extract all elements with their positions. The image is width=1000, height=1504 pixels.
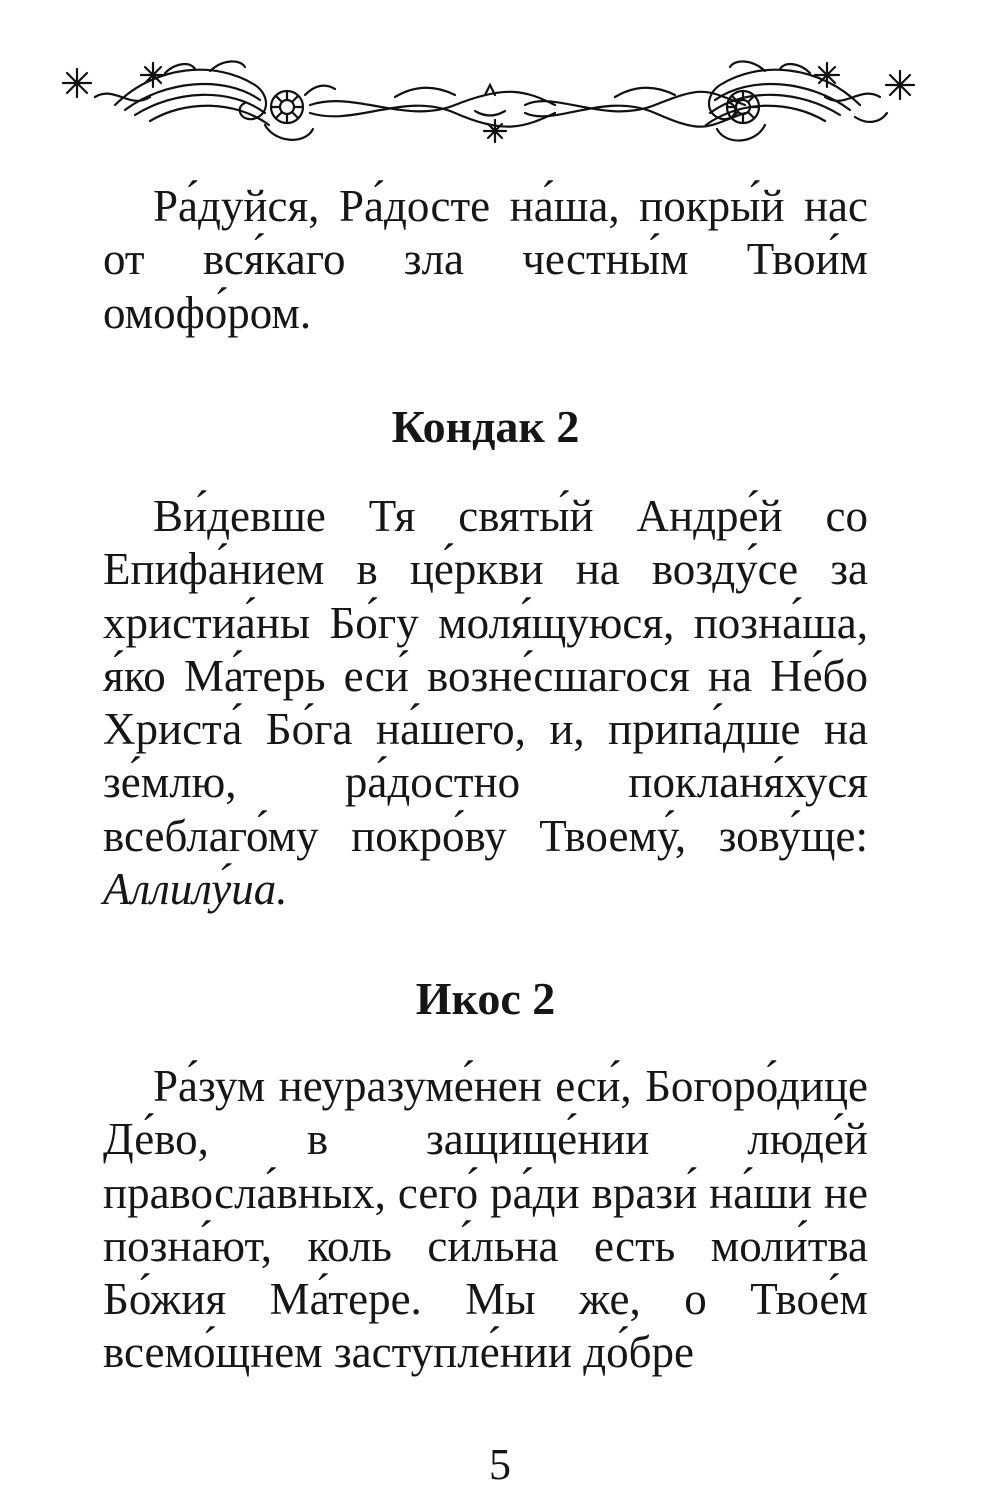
page-number: 5: [489, 1440, 511, 1489]
paragraph-kondak: [103, 490, 868, 916]
heading-kondak: Кондак 2: [391, 401, 580, 452]
paragraph-kondak-text: Ви́девше Тя святы́й Андре́й со Епифа́нием в це́ркви на возду́се за христиа́ны Бо́гу моля́щуюся, позна́ша, я́ко Ма́терь еси́ возне́сшагося на Не́бо Христа́ Бо́га на́шего, и, припа́дше на зе́млю, ра́достно покланя́хуся всеблаго́му покро́ву Твоему́, зову́ще:: [103, 491, 868, 861]
heading-ikos: Икос 2: [415, 973, 556, 1024]
paragraph-ikos: [103, 1060, 868, 1380]
floral-vine-ornament-icon: [55, 55, 920, 150]
paragraph-ikos-text: Ра́зум неуразуме́нен еси́, Богоро́дице Де́во, в защище́нии люде́й правосла́вных, сего́ ра́ди врази́ на́ши не позна́ют, коль си́льна есть моли́тва Бо́жия Ма́тере. Мы же, о Твое́м всемо́щнем заступле́нии до́бре: [103, 1061, 868, 1378]
alleluia-text: Аллилу́иа.: [103, 864, 288, 915]
paragraph-radujsya: [103, 180, 868, 340]
paragraph-radujsya-text: Ра́дуйся, Ра́досте на́ша, покры́й нас от вся́каго зла честны́м Твои́м омофо́ром.: [103, 181, 868, 338]
